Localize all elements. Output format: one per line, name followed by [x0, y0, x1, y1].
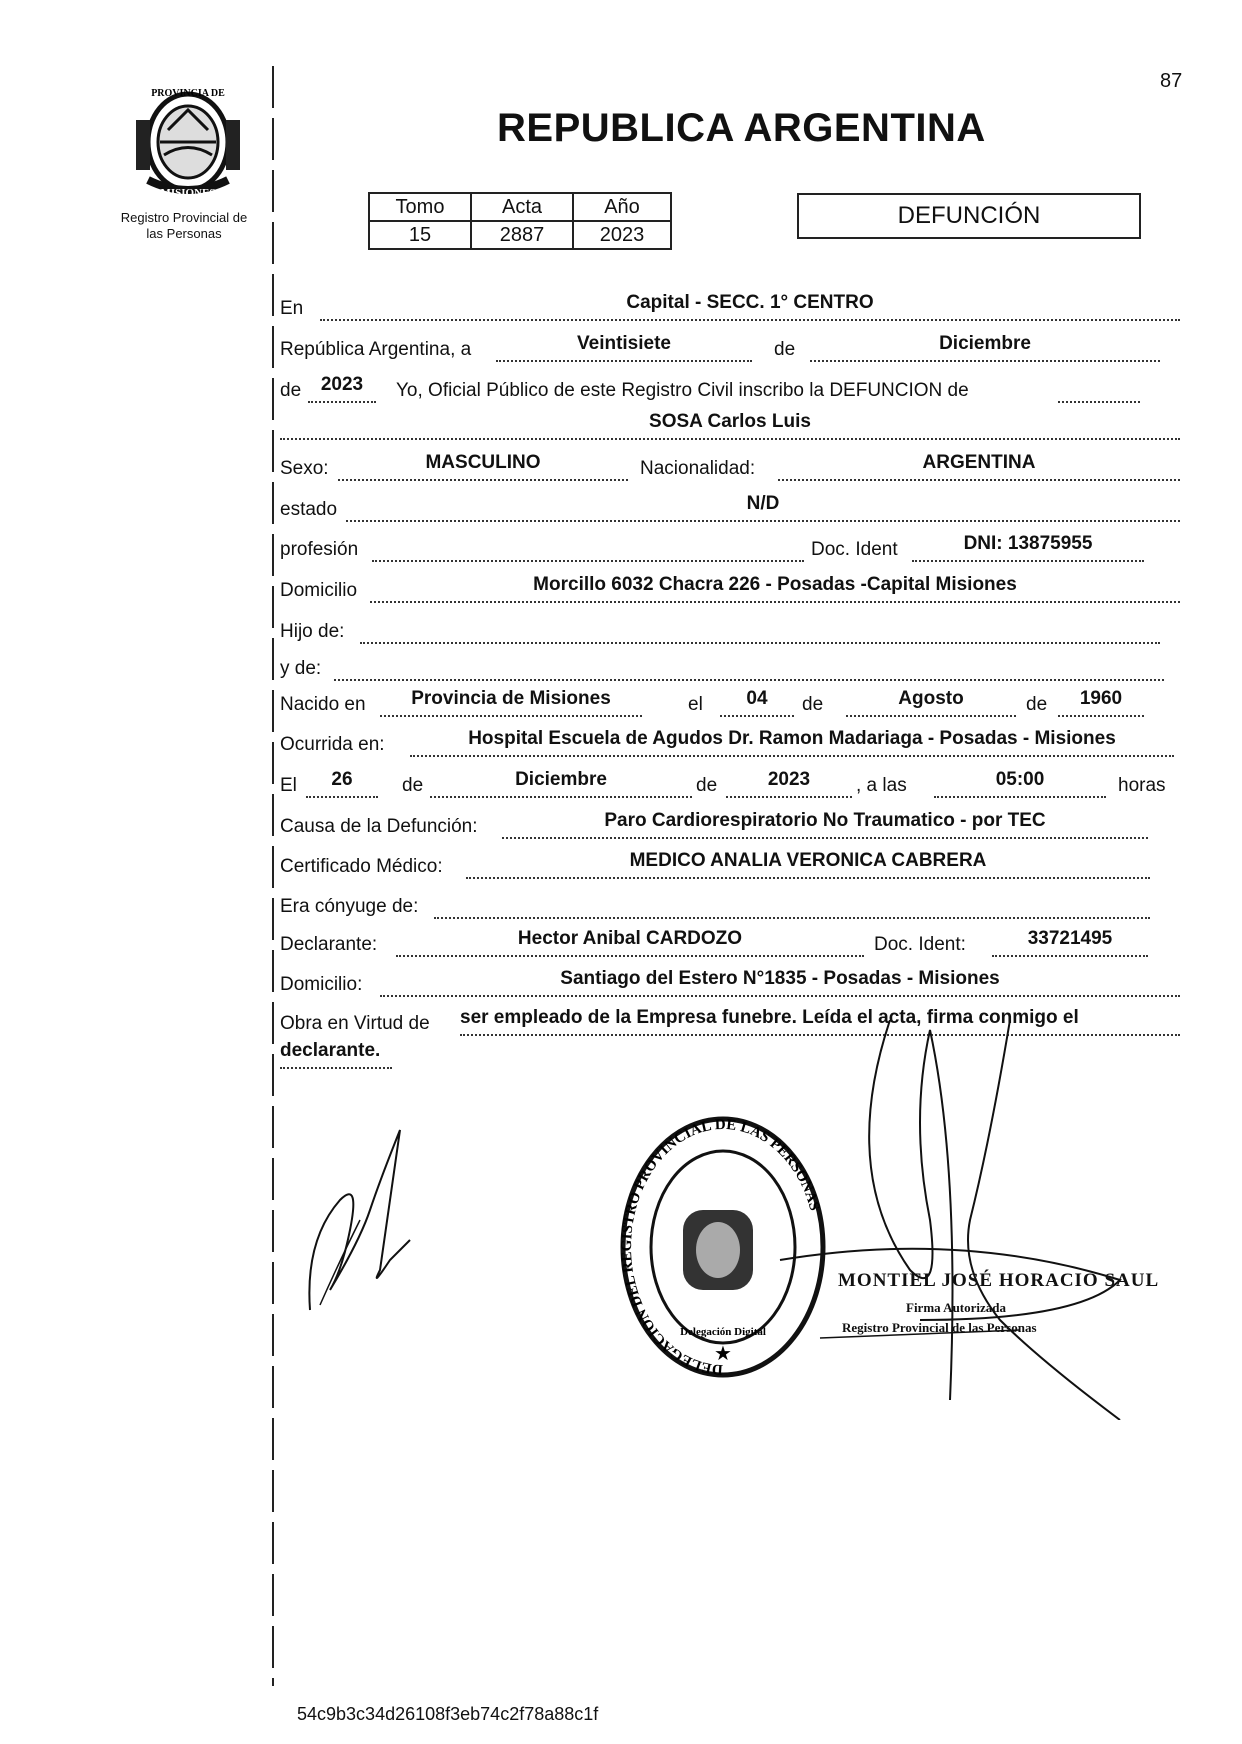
- label-estado: estado: [280, 499, 338, 520]
- field-declarante-domicilio: Santiago del Estero N°1835 - Posadas - Misiones: [380, 968, 1180, 997]
- registry-value-tomo: 15: [369, 221, 471, 249]
- seal-inner-text: Delegación Digital: [680, 1326, 766, 1338]
- field-ocurrida-en: Hospital Escuela de Agudos Dr. Ramon Madariaga - Posadas - Misiones: [410, 728, 1174, 757]
- officer-name: MONTIEL JOSÉ HORACIO SAUL: [838, 1270, 1160, 1291]
- label-domicilio: Domicilio: [280, 580, 358, 601]
- page-title: REPUBLICA ARGENTINA: [497, 106, 986, 150]
- logo-caption-line2: las Personas: [146, 226, 222, 241]
- row-causa: [280, 810, 1180, 842]
- row-profesion: [280, 533, 1180, 565]
- field-doc: DNI: 13875955: [912, 533, 1144, 562]
- field-y-de: [334, 652, 1164, 681]
- registry-header-tomo: Tomo: [369, 193, 471, 221]
- record-type-box: DEFUNCIÓN: [797, 193, 1141, 239]
- label-de-4: de: [1026, 694, 1048, 715]
- label-obra: Obra en Virtud de: [280, 1013, 430, 1034]
- registry-value-anio: 2023: [573, 221, 671, 249]
- row-conyuge: [280, 890, 1180, 922]
- field-causa: Paro Cardiorespiratorio No Traumatico - por TEC: [502, 810, 1148, 839]
- row-domicilio-2: [280, 968, 1180, 1000]
- row-nombre: [280, 411, 1180, 443]
- logo-caption-line1: Registro Provincial de: [120, 210, 248, 225]
- field-nombre: SOSA Carlos Luis: [280, 411, 1180, 440]
- label-y-de: y de:: [280, 658, 322, 679]
- label-el-cap: El: [280, 775, 297, 796]
- row-nacido: [280, 688, 1180, 720]
- declarant-signature: [300, 1120, 450, 1320]
- logo-text-top: PROVINCIA DE: [151, 88, 225, 99]
- seal-ring-text: DELEGACION DEL REGISTRO PROVINCIAL DE LAS PERSONAS: [619, 1116, 823, 1378]
- field-lugar: Capital - SECC. 1° CENTRO: [320, 292, 1180, 321]
- label-en: En: [280, 298, 304, 319]
- field-def-anio: 2023: [726, 769, 852, 798]
- label-domicilio-2: Domicilio:: [280, 974, 363, 995]
- page-number: 87: [1160, 70, 1183, 92]
- field-sexo: MASCULINO: [338, 452, 628, 481]
- label-hijo-de: Hijo de:: [280, 621, 345, 642]
- field-estado: N/D: [346, 493, 1180, 522]
- label-el: el: [688, 694, 703, 715]
- label-sexo: Sexo:: [280, 458, 329, 479]
- field-profesion: [372, 533, 804, 562]
- officer-org: Registro Provincial de las Personas: [842, 1320, 1037, 1335]
- label-doc-ident: Doc. Ident: [811, 539, 898, 560]
- label-causa: Causa de la Defunción:: [280, 816, 478, 837]
- label-de-2: de: [280, 380, 302, 401]
- field-nac-dia: 04: [720, 688, 794, 717]
- label-profesion: profesión: [280, 539, 359, 560]
- label-de-5: de: [402, 775, 424, 796]
- svg-text:★: ★: [714, 1343, 732, 1365]
- field-nacido-en: Provincia de Misiones: [380, 688, 642, 717]
- registry-header-anio: Año: [573, 193, 671, 221]
- margin-line: [272, 66, 274, 1686]
- row-declarante: [280, 928, 1180, 960]
- label-yo: Yo, Oficial Público de este Registro Civil inscribo la DEFUNCION de: [396, 380, 969, 401]
- row-hijo-de: [280, 615, 1180, 647]
- registry-header-acta: Acta: [471, 193, 573, 221]
- label-doc-ident-2: Doc. Ident:: [874, 934, 966, 955]
- label-de-1: de: [774, 339, 796, 360]
- field-def-hora: 05:00: [934, 769, 1106, 798]
- field-mes: Diciembre: [810, 333, 1160, 362]
- row-domicilio: [280, 574, 1180, 606]
- label-de-6: de: [696, 775, 718, 796]
- row-ocurrida: [280, 728, 1180, 760]
- field-declarante: Hector Anibal CARDOZO: [396, 928, 864, 957]
- field-dia-letras: Veintisiete: [496, 333, 752, 362]
- field-def-dia: 26: [306, 769, 378, 798]
- field-obra-line2: declarante.: [280, 1040, 392, 1069]
- label-nacionalidad: Nacionalidad:: [640, 458, 756, 479]
- label-a-las: , a las: [856, 775, 907, 796]
- label-horas: horas: [1118, 775, 1166, 796]
- field-nacionalidad: ARGENTINA: [778, 452, 1180, 481]
- field-nac-mes: Agosto: [846, 688, 1016, 717]
- registry-value-acta: 2887: [471, 221, 573, 249]
- label-certificado: Certificado Médico:: [280, 856, 443, 877]
- field-blank-1: [1058, 374, 1140, 403]
- row-certificado: [280, 850, 1180, 882]
- field-certificado: MEDICO ANALIA VERONICA CABRERA: [466, 850, 1150, 879]
- field-anio: 2023: [308, 374, 376, 403]
- officer-role: Firma Autorizada: [906, 1300, 1007, 1315]
- field-obra-line1: ser empleado de la Empresa funebre. Leída el acta, firma conmigo el: [460, 1007, 1180, 1036]
- label-ocurrida-en: Ocurrida en:: [280, 734, 385, 755]
- logo-text-bottom: MISIONES: [160, 187, 216, 199]
- field-hijo-de: [360, 615, 1160, 644]
- field-declarante-doc: 33721495: [992, 928, 1148, 957]
- row-fecha: [280, 333, 1180, 365]
- field-def-mes: Diciembre: [430, 769, 692, 798]
- document-hash: 54c9b3c34d26108f3eb74c2f78a88c1f: [297, 1704, 599, 1724]
- label-nacido-en: Nacido en: [280, 694, 366, 715]
- registry-table: [368, 192, 672, 250]
- field-conyuge: [434, 890, 1150, 919]
- field-nac-anio: 1960: [1058, 688, 1144, 717]
- registry-value-row: [369, 221, 671, 249]
- row-estado: [280, 493, 1180, 525]
- label-declarante: Declarante:: [280, 934, 378, 955]
- field-domicilio: Morcillo 6032 Chacra 226 - Posadas -Capital Misiones: [370, 574, 1180, 603]
- label-de-3: de: [802, 694, 824, 715]
- row-lugar: [280, 292, 1180, 324]
- row-hora: [280, 769, 1180, 801]
- label-conyuge: Era cónyuge de:: [280, 896, 419, 917]
- registry-header-row: [369, 193, 671, 221]
- label-republica: República Argentina, a: [280, 339, 472, 360]
- logo-caption: [104, 210, 264, 242]
- row-sexo: [280, 452, 1180, 484]
- province-logo: [128, 80, 248, 200]
- row-inscripcion: [280, 374, 1180, 406]
- row-y-de: [280, 652, 1180, 684]
- officer-signature: [760, 1020, 1140, 1420]
